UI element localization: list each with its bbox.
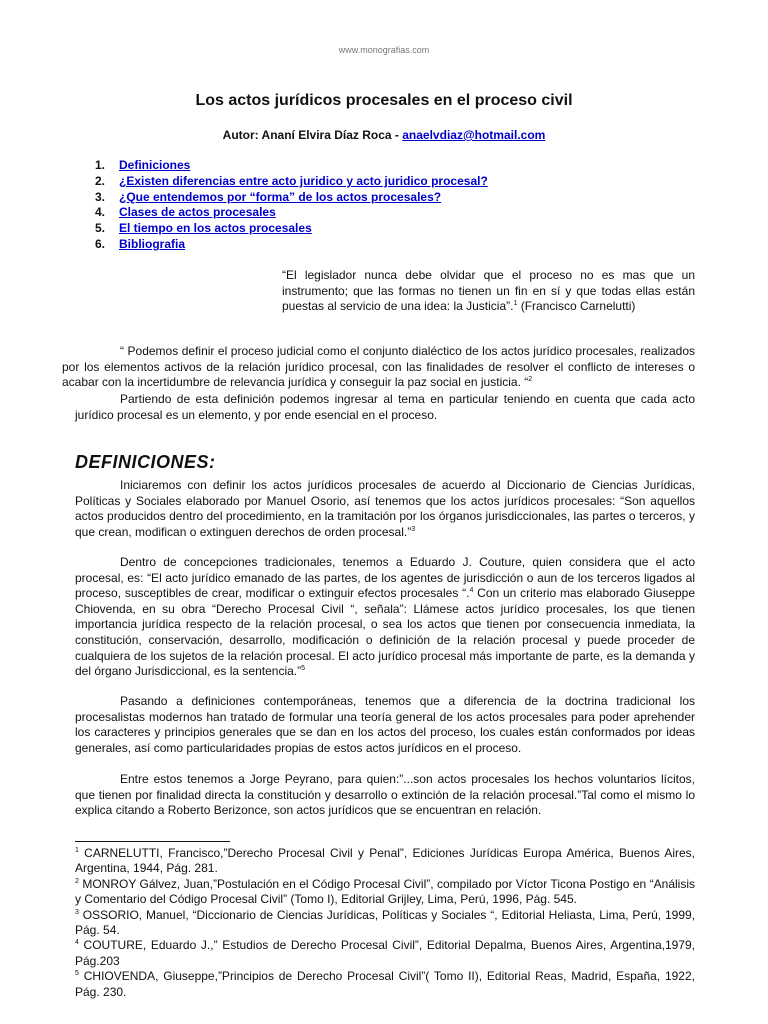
table-of-contents [95,158,488,253]
epigraph-quote [282,268,695,315]
toc-number: 4. [95,205,106,220]
epigraph-text: “El legislador nunca debe olvidar que el proceso no es mas que un instrumento; que las formas no tienen un fin en sí y que todas ellas están puestas al servicio de una idea: la Justicia”. [282,268,695,314]
footnote-2 [75,877,695,908]
body-text: Con un criterio mas elaborado Giuseppe Chiovenda, en su obra “Derecho Procesal Civil “, señala”: Llámese actos jurídico procesales, los que tienen importancia jurídica respecto de la relación procesal, o sea los actos que tienen por consecuencia inmediata, la constitución, conservación, desarrollo, modificación o definición de la relación procesal y puede proceder de cualquiera de los sujetos de la relación procesal. El acto jurídico procesal más importante de parte, es la demanda y del órgano Jurisdiccional, es la sentencia.” [75,586,695,679]
toc-item-forma [95,190,488,206]
toc-item-bibliografia [95,237,488,253]
footnote-1 [75,846,695,877]
toc-item-diferencias [95,174,488,190]
body-text: Dentro de concepciones tradicionales, tenemos a Eduardo J. Couture, quien considera que el acto procesal, es: “El acto jurídico emanado de las partes, de los agentes de jurisdicción o aun de los terceros ligados al proceso, susceptibles de crear, modificar o extinguir efectos procesales “. [75,555,695,601]
footnote-text: OSSORIO, Manuel, “Diccionario de Ciencias Jurídicas, Políticas y Sociales “, Editorial Heliasta, Lima, Perú, 1999, Pág. 54. [75,907,695,938]
toc-item-definiciones [95,158,488,174]
toc-number: 2. [95,173,106,188]
footnote-ref: 3 [411,525,416,533]
footnote-ref: 1 [513,300,518,308]
footnote-text: CHIOVENDA, Giuseppe,”Principios de Derecho Procesal Civil”( Tomo II), Editorial Reas, Madrid, España, 1922, Pág. 230. [75,969,695,999]
author-email-link[interactable]: anaelvdiaz@hotmail.com [402,128,546,142]
footnote-ref: 4 [469,587,474,595]
toc-item-tiempo [95,221,488,237]
epigraph-attribution: (Francisco Carnelutti) [517,299,636,314]
footnote-5 [75,969,695,1000]
toc-link-bibliografia[interactable]: Bibliografia [119,236,186,251]
document-title: Los actos jurídicos procesales en el proceso civil [195,92,573,109]
body-paragraph-3 [75,694,695,756]
toc-link-tiempo[interactable]: El tiempo en los actos procesales [119,221,312,236]
intro-second-paragraph [75,392,695,423]
footnote-separator [75,841,230,842]
section-heading: DEFINICIONES: [75,452,216,472]
toc-link-definiciones[interactable]: Definiciones [119,158,191,172]
author-line [0,128,768,142]
footnote-number: 2 [75,877,79,885]
body-paragraph-1 [75,478,695,540]
footnote-3 [75,908,695,939]
footnote-text: MONROY Gálvez, Juan,”Postulación en el Código Procesal Civil”, compilado por Víctor Ticona Postigo en “Análisis y Comentario del Código Procesal Civil” (Tomo I), Editorial Grijley, Lima, Perú, 1996, Pág. 545. [75,876,695,907]
body-text: Iniciaremos con definir los actos jurídicos procesales de acuerdo al Diccionario de Ciencias Jurídicas, Políticas y Sociales elaborado por Manuel Osorio, así tenemos que los actos jurídicos procesales: “Son aquellos actos producidos dentro del procedimiento, en la tramitación por los órganos jurisdiccionales, las partes o terceros, y que crean, modifican o extinguen derechos de orden procesal.” [75,478,695,539]
footnote-ref: 2 [528,376,533,384]
toc-link-forma[interactable]: ¿Que entendemos por “forma” de los actos procesales? [119,189,442,204]
body-paragraph-4 [75,772,695,819]
toc-number: 6. [95,236,106,251]
site-url: www.monografias.com [338,45,430,55]
footnote-text: COUTURE, Eduardo J.,” Estudios de Derecho Procesal Civil”, Editorial Depalma, Buenos Aires, Argentina,1979, Pág.203 [75,938,695,968]
toc-number: 3. [95,189,106,204]
toc-link-diferencias[interactable]: ¿Existen diferencias entre acto juridico y acto juridico procesal? [119,173,488,188]
author-label: Autor: Ananí Elvira Díaz Roca - [222,128,403,142]
footnotes [75,846,695,1000]
footnote-number: 4 [75,939,79,947]
body-text: Pasando a definiciones contemporáneas, tenemos que a diferencia de la doctrina tradicional los procesalistas modernos han tratado de formular una teoría general de los actos procesales para poder aprehender los caracteres y principios generales que se dan en los actos del proceso, los cuales están conformados por ideas generales, así como particularidades propias de estos actos jurídicos en el proceso. [75,694,695,755]
footnote-number: 1 [75,847,79,854]
footnote-ref: 5 [301,665,306,673]
body-paragraph-2 [75,555,695,680]
footnote-4 [75,938,695,969]
toc-item-clases [95,205,488,221]
footnote-text: CARNELUTTI, Francisco,”Derecho Procesal Civil y Penal”, Ediciones Jurídicas Europa América, Buenos Aires, Argentina, 1944, Pág. 281. [75,846,695,876]
intro-second-text: Partiendo de esta definición podemos ingresar al tema en particular teniendo en cuenta que cada acto jurídico procesal es un elemento, y por ende esencial en el proceso. [75,392,695,422]
body-text: Entre estos tenemos a Jorge Peyrano, para quien:”...son actos procesales los hechos voluntarios lícitos, que tienen por finalidad directa la constitución y desarrollo o extinción de la relación procesal.”Tal como el mismo lo explica citando a Roberto Berizonce, son actos jurídicos que se encuentran en relación. [75,772,695,818]
footnote-number: 5 [75,970,79,978]
intro-paragraph [62,344,695,391]
intro-text: “ Podemos definir el proceso judicial como el conjunto dialéctico de los actos jurídico procesales, realizados por los elementos activos de la relación jurídico procesal, con las finalidades de resolver el conflicto de intereses o acabar con la incertidumbre de relevancia jurídica y conseguir la paz social en justicia. “ [62,344,695,390]
footnote-number: 3 [75,908,79,916]
toc-link-clases[interactable]: Clases de actos procesales [119,205,276,220]
toc-number: 1. [95,158,106,172]
toc-number: 5. [95,221,106,236]
